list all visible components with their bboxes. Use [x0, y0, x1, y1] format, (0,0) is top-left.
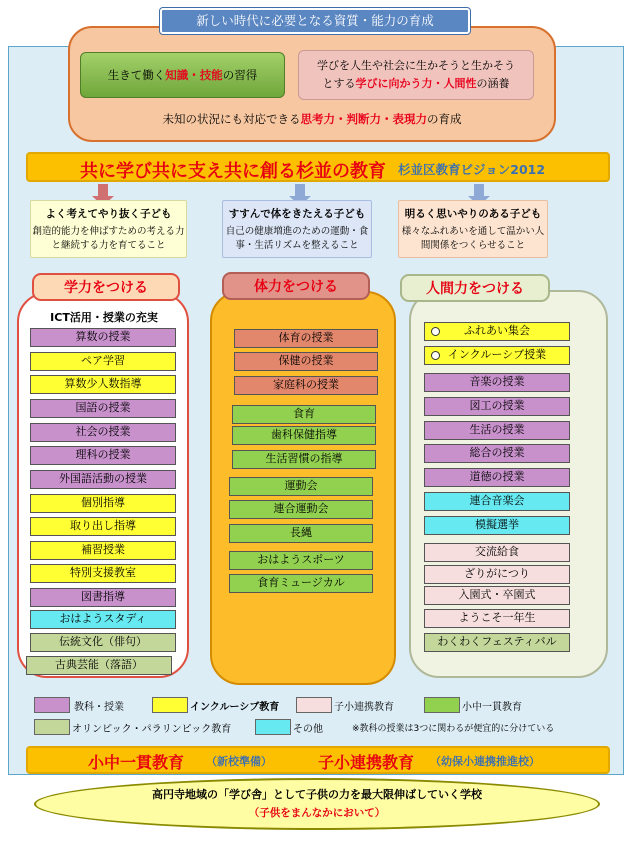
tab-humanity: 人間力をつける	[400, 274, 550, 302]
middle-item: 食育ミュージカル	[229, 574, 373, 593]
middle-item: 生活習慣の指導	[232, 450, 376, 469]
legend-label-other: その他	[293, 724, 323, 735]
right-item: インクルーシブ授業	[424, 346, 570, 365]
middle-item: 歯科保健指導	[232, 426, 376, 445]
right-item: 連合音楽会	[424, 492, 570, 511]
left-item: 社会の授業	[30, 423, 176, 442]
left-item: 特別支援教室	[30, 564, 176, 583]
tab-academic: 学力をつける	[32, 273, 180, 301]
vision-subtitle: 杉並区教育ビジョン2012	[398, 162, 546, 177]
bottom-banner	[26, 746, 610, 774]
circle-bullet-icon	[431, 327, 440, 336]
vision-banner	[26, 152, 610, 182]
left-item: 算数少人数指導	[30, 375, 176, 394]
goal-body: すすんで体をきたえる子ども 自己の健康増進のための運動・食事・生活リズムを整えること	[222, 200, 372, 258]
integrated-education-sub: （新校準備）	[206, 755, 272, 768]
right-item: 生活の授業	[424, 421, 570, 440]
right-item: 模擬選挙	[424, 516, 570, 535]
legend-swatch-subject	[34, 697, 70, 713]
right-item: 総合の授業	[424, 444, 570, 463]
right-item: 道徳の授業	[424, 468, 570, 487]
knowledge-skills-card: 生きて働く知識・技能の習得	[80, 52, 285, 98]
right-item: ようこそ一年生	[424, 609, 570, 628]
right-item: 音楽の授業	[424, 373, 570, 392]
circle-bullet-icon	[431, 351, 440, 360]
right-item: 交流給食	[424, 543, 570, 562]
left-item: 外国語活動の授業	[30, 470, 176, 489]
left-item: 補習授業	[30, 541, 176, 560]
integrated-education-label: 小中一貫教育	[88, 753, 185, 772]
goal-think: よく考えてやり抜く子ども 創造的能力を伸ばすための考える力と継続する力を育てること	[30, 200, 187, 258]
middle-item: おはようスポーツ	[229, 551, 373, 570]
left-item: 算数の授業	[30, 328, 176, 347]
legend-swatch-inclusive	[152, 697, 188, 713]
tab-physical: 体力をつける	[222, 272, 370, 300]
school-mission: 高円寺地域の「学び舎」として子供の力を最大限伸ばしていく学校	[152, 788, 482, 801]
legend-swatch-integrated	[424, 697, 460, 713]
middle-item: 保健の授業	[234, 352, 378, 371]
legend-swatch-kindergarten	[296, 697, 332, 713]
learning-attitude-card: 学びを人生や社会に生かそうと生かそう とする学びに向かう力・人間性の涵養	[298, 50, 534, 100]
middle-item: 運動会	[229, 477, 373, 496]
legend-note: ※教科の授業は3つに関わるが便宜的に分けている	[352, 724, 555, 734]
kindergarten-education-sub: （幼保小連携推進校）	[430, 755, 540, 768]
school-mission-sub: （子供をまんなかにおいて）	[248, 807, 386, 819]
right-item: わくわくフェスティバル	[424, 633, 570, 652]
left-item: 取り出し指導	[30, 517, 176, 536]
left-item: 個別指導	[30, 494, 176, 513]
legend-label-inclusive: インクルーシブ教育	[190, 702, 280, 713]
middle-item: 連合運動会	[229, 500, 373, 519]
right-item: 図工の授業	[424, 397, 570, 416]
right-item: 入園式・卒園式	[424, 586, 570, 605]
legend-swatch-other	[255, 719, 291, 735]
kindergarten-education-label: 子小連携教育	[318, 753, 415, 772]
legend-label-subject: 教科・授業	[74, 702, 124, 713]
legend-label-integrated: 小中一貫教育	[462, 702, 522, 713]
legend-label-olympic: オリンピック・パラリンピック教育	[72, 724, 232, 735]
school-ellipse	[34, 778, 600, 830]
middle-item: 食育	[232, 405, 376, 424]
left-item: 伝統文化（俳句）	[30, 633, 176, 652]
thinking-line: 未知の状況にも対応できる思考力・判断力・表現力の育成	[162, 112, 462, 126]
top-title: 新しい時代に必要となる資質・能力の育成	[160, 8, 470, 34]
left-item: おはようスタディ	[30, 610, 176, 629]
middle-item: 体育の授業	[234, 329, 378, 348]
goal-kindness: 明るく思いやりのある子ども 様々なふれあいを通して温かい人間関係をつくらせること	[398, 200, 548, 258]
left-item: 国語の授業	[30, 399, 176, 418]
left-item: ペア学習	[30, 352, 176, 371]
middle-item: 家庭科の授業	[234, 376, 378, 395]
vision-title: 共に学び共に支え共に創る杉並の教育	[80, 161, 386, 182]
left-item: 古典芸能（落語）	[26, 656, 172, 675]
left-item: 図書指導	[30, 588, 176, 607]
right-item: ふれあい集会	[424, 322, 570, 341]
left-item: 理科の授業	[30, 446, 176, 465]
legend-label-kindergarten: 子小連携教育	[334, 702, 394, 713]
right-item: ざりがにつり	[424, 565, 570, 584]
middle-item: 長縄	[229, 524, 373, 543]
academic-subtitle: ICT活用・授業の充実	[50, 311, 158, 324]
legend-swatch-olympic	[34, 719, 70, 735]
